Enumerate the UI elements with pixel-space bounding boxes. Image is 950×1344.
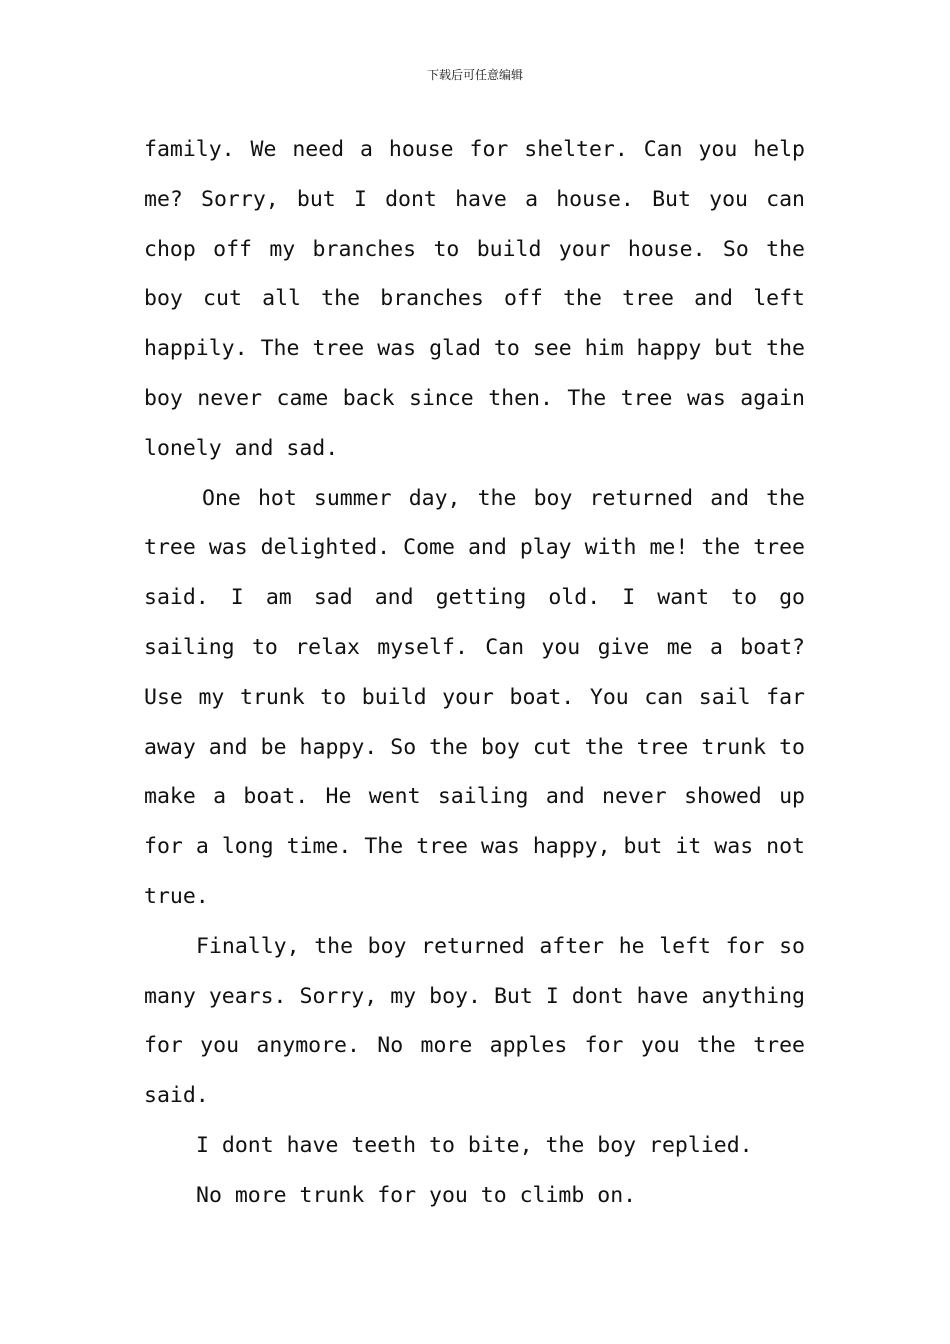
document-body	[144, 125, 805, 1221]
paragraph-4: I dont have teeth to bite, the boy replied.	[196, 1132, 753, 1158]
paragraph-1: family. We need a house for shelter. Can you help me? Sorry, but I dont have a house. But you can chop off my branches to build your house. So the boy cut all the branches off the tree and left happily. The tree was glad to see him happy but the boy never came back since then. The tree was again lonely and sad.	[144, 137, 805, 461]
page-header: 下载后可任意编辑	[426, 68, 523, 82]
paragraph-2: One hot summer day, the boy returned and the tree was delighted. Come and play with me! the tree said. I am sad and getting old. I want to go sailing to relax myself. Can you give me a boat? Use my trunk to build your boat. You can sail far away and be happy. So the boy cut the tree trunk to make a boat. He went sailing and never showed up for a long time. The tree was happy, but it was not true.	[144, 485, 805, 909]
paragraph-5: No more trunk for you to climb on.	[196, 1182, 637, 1208]
paragraph-3: Finally, the boy returned after he left for so many years. Sorry, my boy. But I dont have anything for you anymore. No more apples for you the tree said.	[144, 933, 805, 1109]
